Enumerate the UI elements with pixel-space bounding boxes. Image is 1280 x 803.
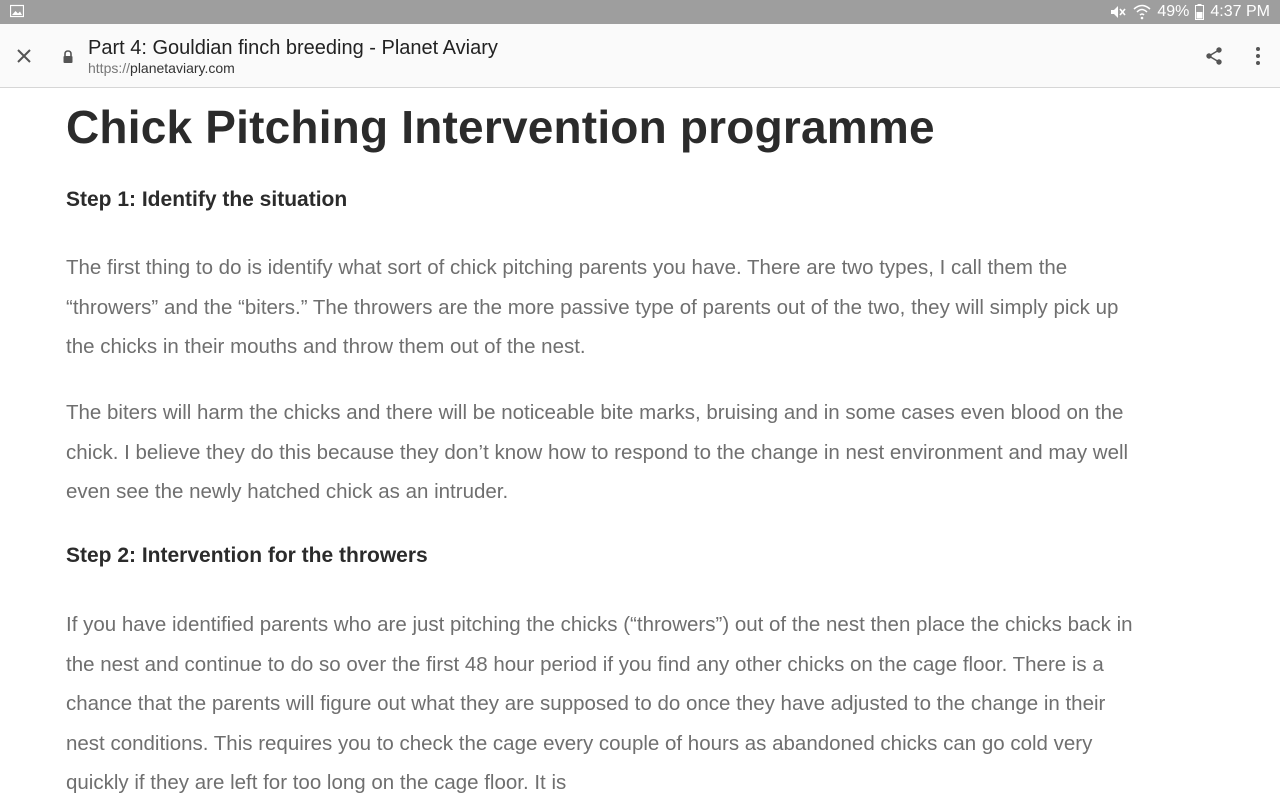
article-heading: Chick Pitching Intervention programme	[66, 101, 935, 153]
page-title[interactable]: Part 4: Gouldian finch breeding - Planet Aviary	[88, 37, 498, 59]
share-button[interactable]	[1200, 42, 1228, 70]
clock: 4:37 PM	[1210, 3, 1270, 20]
more-options-button[interactable]	[1244, 42, 1272, 70]
wifi-icon	[1133, 4, 1151, 20]
lock-icon	[62, 50, 74, 64]
battery-percent: 49%	[1157, 3, 1190, 20]
close-button[interactable]	[10, 42, 38, 70]
url-domain: planetaviary.com	[130, 60, 235, 76]
share-icon	[1204, 46, 1224, 66]
paragraph-3: If you have identified parents who are just pitching the chicks (“throwers”) out of the nest then place the chicks back in the nest and continue to do so over the first 48 hour period if you find any other chicks on the cage floor. There is a chance that the parents will figure out what they are supposed to do once they have adjusted to the change in their nest conditions. This requires you to check the cage every couple of hours as abandoned chicks can go cold very quickly if they are left for too long on the cage floor. It is	[66, 613, 1133, 794]
step2-heading: Step 2: Intervention for the throwers	[66, 544, 428, 567]
browser-toolbar	[0, 24, 1280, 88]
close-icon	[16, 48, 32, 64]
paragraph-2: The biters will harm the chicks and there will be noticeable bite marks, bruising and in some cases even blood on the chick. I believe they do this because they don’t know how to respond to the change in nest environment and may well even see the newly hatched chick as an intruder.	[66, 401, 1129, 503]
status-icons	[1109, 0, 1270, 24]
battery-icon	[1195, 4, 1204, 20]
page-url[interactable]	[88, 60, 235, 76]
url-protocol: https://	[88, 60, 131, 76]
mute-icon	[1109, 4, 1127, 20]
paragraph-1: The first thing to do is identify what sort of chick pitching parents you have. There are two types, I call them the “throwers” and the “biters.” The throwers are the more passive type of parents out of the two, they will simply pick up the chicks in their mouths and throw them out of the nest.	[66, 256, 1119, 358]
step1-heading: Step 1: Identify the situation	[66, 188, 348, 211]
status-bar	[0, 0, 1280, 24]
more-vert-icon	[1255, 46, 1261, 66]
image-icon	[10, 4, 24, 18]
